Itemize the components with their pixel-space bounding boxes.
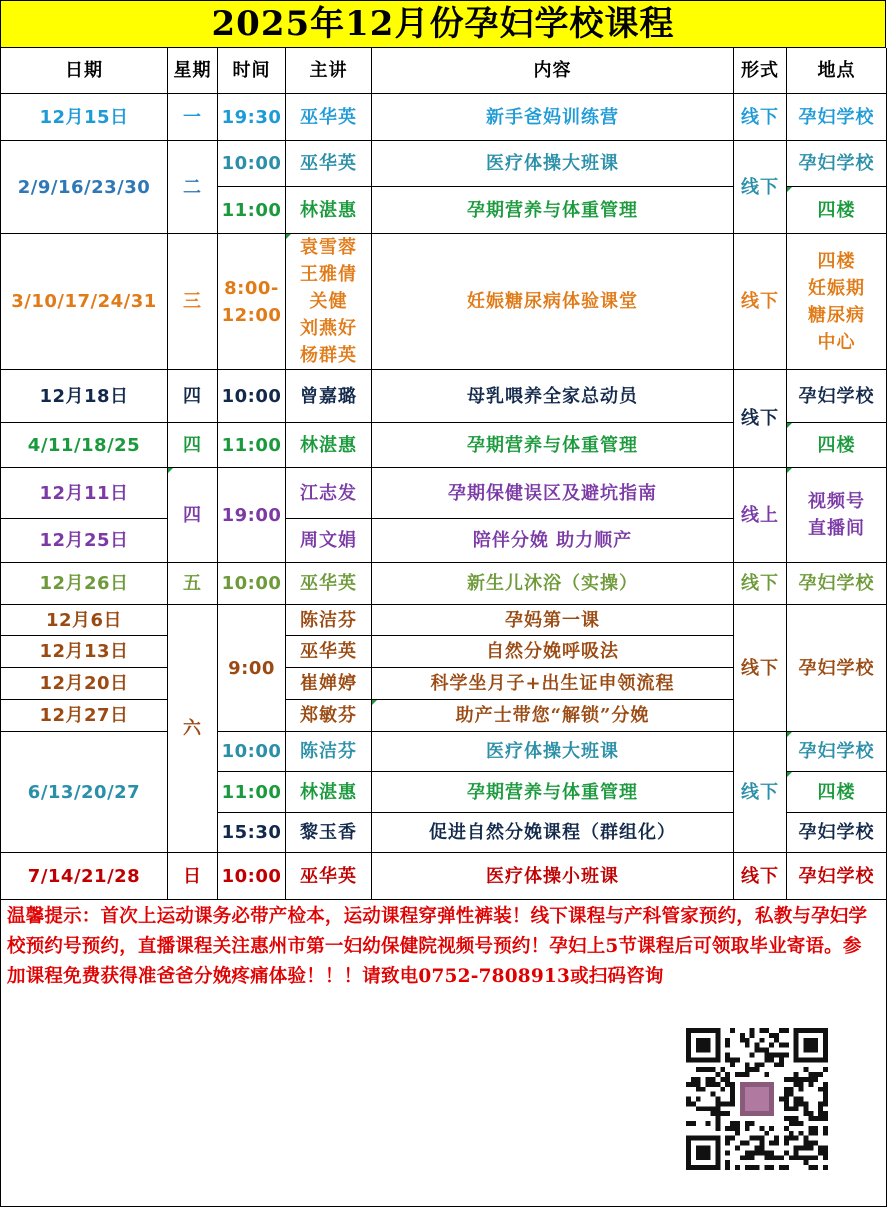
header-lecturer: 主讲 <box>286 48 372 94</box>
content-cell: 孕期营养与体重管理 <box>372 423 734 468</box>
lecturer-cell: 曾嘉璐 <box>286 370 372 423</box>
weekday-cell: 三 <box>168 234 218 370</box>
time-cell: 11:00 <box>218 187 286 234</box>
lecturer-cell: 林湛惠 <box>286 772 372 813</box>
qr-code-image[interactable] <box>686 1028 828 1170</box>
page-title: 2025年12月份孕妇学校课程 <box>0 0 886 48</box>
lecturer-cell: 陈洁芬 <box>286 605 372 636</box>
content-cell: 科学坐月子+出生证申领流程 <box>372 668 734 700</box>
time-cell: 10:00 <box>218 370 286 423</box>
location-cell: 四楼 <box>787 772 887 813</box>
time-cell: 9:00 <box>218 605 286 732</box>
date-cell: 12月11日 <box>0 468 168 519</box>
time-cell: 11:00 <box>218 423 286 468</box>
content-cell: 孕期营养与体重管理 <box>372 187 734 234</box>
date-cell: 12月27日 <box>0 700 168 732</box>
location-cell: 四楼 妊娠期 糖尿病 中心 <box>787 234 887 370</box>
location-cell: 孕妇学校 <box>787 370 887 423</box>
date-cell: 12月25日 <box>0 519 168 563</box>
format-cell: 线下 <box>734 732 787 853</box>
content-cell: 医疗体操大班课 <box>372 141 734 187</box>
weekday-cell: 四 <box>168 468 218 563</box>
time-cell: 19:00 <box>218 468 286 563</box>
location-cell: 孕妇学校 <box>787 813 887 853</box>
time-cell: 10:00 <box>218 732 286 772</box>
weekday-cell: 五 <box>168 563 218 605</box>
content-cell: 孕妈第一课 <box>372 605 734 636</box>
header-date: 日期 <box>0 48 168 94</box>
location-cell: 四楼 <box>787 423 887 468</box>
weekday-cell: 六 <box>168 605 218 853</box>
location-cell: 孕妇学校 <box>787 605 887 732</box>
location-cell: 孕妇学校 <box>787 94 887 141</box>
format-cell: 线下 <box>734 234 787 370</box>
lecturer-cell: 林湛惠 <box>286 423 372 468</box>
time-cell: 15:30 <box>218 813 286 853</box>
date-cell: 4/11/18/25 <box>0 423 168 468</box>
header-content: 内容 <box>372 48 734 94</box>
content-cell: 促进自然分娩课程（群组化） <box>372 813 734 853</box>
weekday-cell: 一 <box>168 94 218 141</box>
lecturer-cell: 郑敏芬 <box>286 700 372 732</box>
date-cell: 3/10/17/24/31 <box>0 234 168 370</box>
content-cell: 新手爸妈训练营 <box>372 94 734 141</box>
location-cell: 视频号 直播间 <box>787 468 887 563</box>
content-cell: 陪伴分娩 助力顺产 <box>372 519 734 563</box>
lecturer-cell: 巫华英 <box>286 94 372 141</box>
format-cell: 线下 <box>734 370 787 468</box>
lecturer-cell: 陈洁芬 <box>286 732 372 772</box>
lecturer-cell: 江志发 <box>286 468 372 519</box>
date-cell: 12月20日 <box>0 668 168 700</box>
header-time: 时间 <box>218 48 286 94</box>
format-cell: 线下 <box>734 853 787 900</box>
content-cell: 新生儿沐浴（实操） <box>372 563 734 605</box>
lecturer-cell: 巫华英 <box>286 636 372 668</box>
time-cell: 8:00- 12:00 <box>218 234 286 370</box>
weekday-cell: 四 <box>168 370 218 423</box>
date-cell: 12月13日 <box>0 636 168 668</box>
content-cell: 孕期保健误区及避坑指南 <box>372 468 734 519</box>
time-cell: 10:00 <box>218 141 286 187</box>
lecturer-cell: 袁雪蓉 王雅倩 关健 刘燕好 杨群英 <box>286 234 372 370</box>
content-cell: 母乳喂养全家总动员 <box>372 370 734 423</box>
format-cell: 线下 <box>734 605 787 732</box>
content-cell: 助产士带您“解锁”分娩 <box>372 700 734 732</box>
time-cell: 10:00 <box>218 563 286 605</box>
lecturer-cell: 黎玉香 <box>286 813 372 853</box>
header-format: 形式 <box>734 48 787 94</box>
date-cell: 6/13/20/27 <box>0 732 168 853</box>
time-cell: 10:00 <box>218 853 286 900</box>
format-cell: 线下 <box>734 563 787 605</box>
content-cell: 医疗体操大班课 <box>372 732 734 772</box>
lecturer-cell: 周文娟 <box>286 519 372 563</box>
date-cell: 7/14/21/28 <box>0 853 168 900</box>
location-cell: 孕妇学校 <box>787 732 887 772</box>
lecturer-cell: 巫华英 <box>286 563 372 605</box>
lecturer-cell: 林湛惠 <box>286 187 372 234</box>
date-cell: 12月15日 <box>0 94 168 141</box>
location-cell: 孕妇学校 <box>787 853 887 900</box>
format-cell: 线上 <box>734 468 787 563</box>
content-cell: 自然分娩呼吸法 <box>372 636 734 668</box>
location-cell: 孕妇学校 <box>787 141 887 187</box>
header-weekday: 星期 <box>168 48 218 94</box>
content-cell: 孕期营养与体重管理 <box>372 772 734 813</box>
date-cell: 12月6日 <box>0 605 168 636</box>
date-cell: 12月26日 <box>0 563 168 605</box>
header-location: 地点 <box>787 48 887 94</box>
weekday-cell: 四 <box>168 423 218 468</box>
lecturer-cell: 巫华英 <box>286 853 372 900</box>
content-cell: 妊娠糖尿病体验课堂 <box>372 234 734 370</box>
location-cell: 孕妇学校 <box>787 563 887 605</box>
lecturer-cell: 巫华英 <box>286 141 372 187</box>
content-cell: 医疗体操小班课 <box>372 853 734 900</box>
time-cell: 11:00 <box>218 772 286 813</box>
lecturer-cell: 崔婵婷 <box>286 668 372 700</box>
date-cell: 12月18日 <box>0 370 168 423</box>
location-cell: 四楼 <box>787 187 887 234</box>
date-cell: 2/9/16/23/30 <box>0 141 168 234</box>
format-cell: 线下 <box>734 141 787 234</box>
weekday-cell: 二 <box>168 141 218 234</box>
format-cell: 线下 <box>734 94 787 141</box>
weekday-cell: 日 <box>168 853 218 900</box>
notice-text: 温馨提示：首次上运动课务必带产检本，运动课程穿弹性裤装！线下课程与产科管家预约，私教与孕妇学校预约号预约，直播课程关注惠州市第一妇幼保健院视频号预约！孕妇上5节课程后可领取毕业寄语。参加课程免费获得准爸爸分娩疼痛体验！！！请致电0752-7808913或扫码咨询 <box>7 906 868 987</box>
time-cell: 19:30 <box>218 94 286 141</box>
